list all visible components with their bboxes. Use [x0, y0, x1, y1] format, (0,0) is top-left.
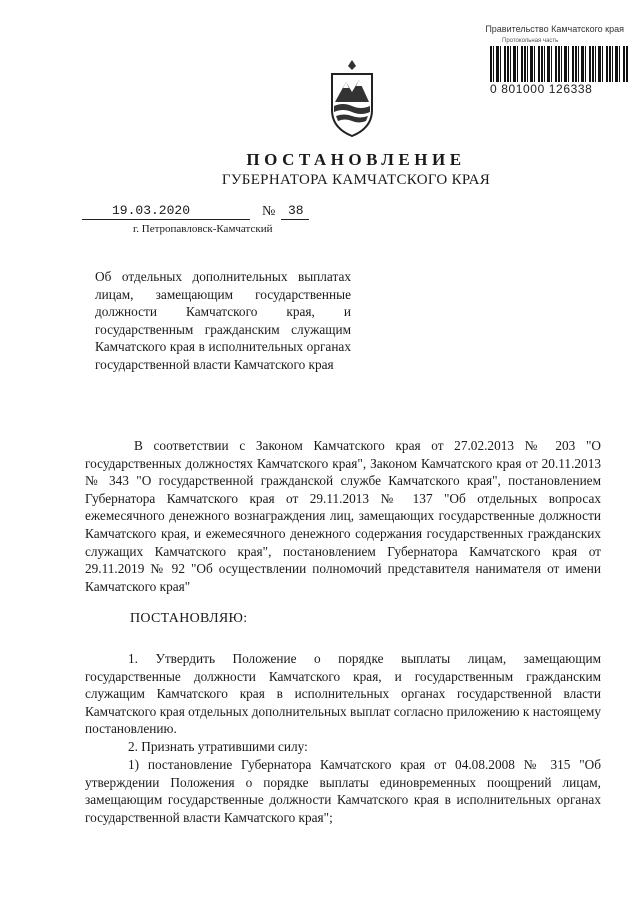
document-number: 38: [288, 203, 304, 218]
number-sign: №: [262, 204, 276, 219]
item-2-paragraph: 2. Признать утратившими силу:: [128, 739, 308, 754]
item-2-1-paragraph: 1) постановление Губернатора Камчатского края от 04.08.2008 № 315 "Об утверждении Положения о порядке выплаты единовременных поощрений лицам, замещающим государственные должности Камчатского края в исполнительных органах государственной власти Камчатского края";: [85, 757, 601, 825]
decree-word: ПОСТАНОВЛЯЮ:: [130, 611, 248, 626]
document-subtitle: ГУБЕРНАТОРА КАМЧАТСКОГО КРАЯ: [221, 172, 491, 188]
document-title: ПОСТАНОВЛЕНИЕ: [246, 150, 466, 169]
barcode-number: 0 801000 126338: [490, 82, 593, 96]
item-1-paragraph: 1. Утвердить Положение о порядке выплаты лицам, замещающим государственные должности Камчатского края, и государственным гражданским служащим Камчатского края в исполнительных органах государственной власти Камчатского края отдельных дополнительных выплат согласно приложению к настоящему постановлению.: [85, 651, 601, 737]
city: г. Петропавловск-Камчатский: [133, 223, 273, 235]
barcode: [490, 46, 628, 82]
stamp-subtitle: Протокольная часть: [502, 38, 559, 44]
date-underline: [82, 219, 250, 220]
document-subject: Об отдельных дополнительных выплатах лицам, замещающим государственные должности Камчатского края, и государственным гражданским служащим Камчатского края в исполнительных органах государственной власти Камчатского края: [95, 269, 351, 372]
number-underline: [281, 219, 309, 220]
document-date: 19.03.2020: [112, 203, 191, 218]
preamble-paragraph: В соответствии с Законом Камчатского края от 27.02.2013 № 203 "О государственных должностях Камчатского края", Законом Камчатского края от 20.11.2013 № 343 "О государственной гражданской службе Камчатского края", постановлением Губернатора Камчатского края от 29.11.2013 № 137 "Об отдельных вопросах ежемесячного денежного вознаграждения лиц, замещающих государственные должности Камчатского края, и ежемесячного денежного содержания государственных гражданских служащих Камчатского края", постановлением Губернатора Камчатского края от 29.11.2019 № 92 "Об осуществлении полномочий представителя нанимателя от имени Камчатского края": [85, 438, 601, 594]
coat-of-arms-icon: [326, 58, 378, 138]
stamp-organization: Правительство Камчатского края: [485, 24, 624, 34]
